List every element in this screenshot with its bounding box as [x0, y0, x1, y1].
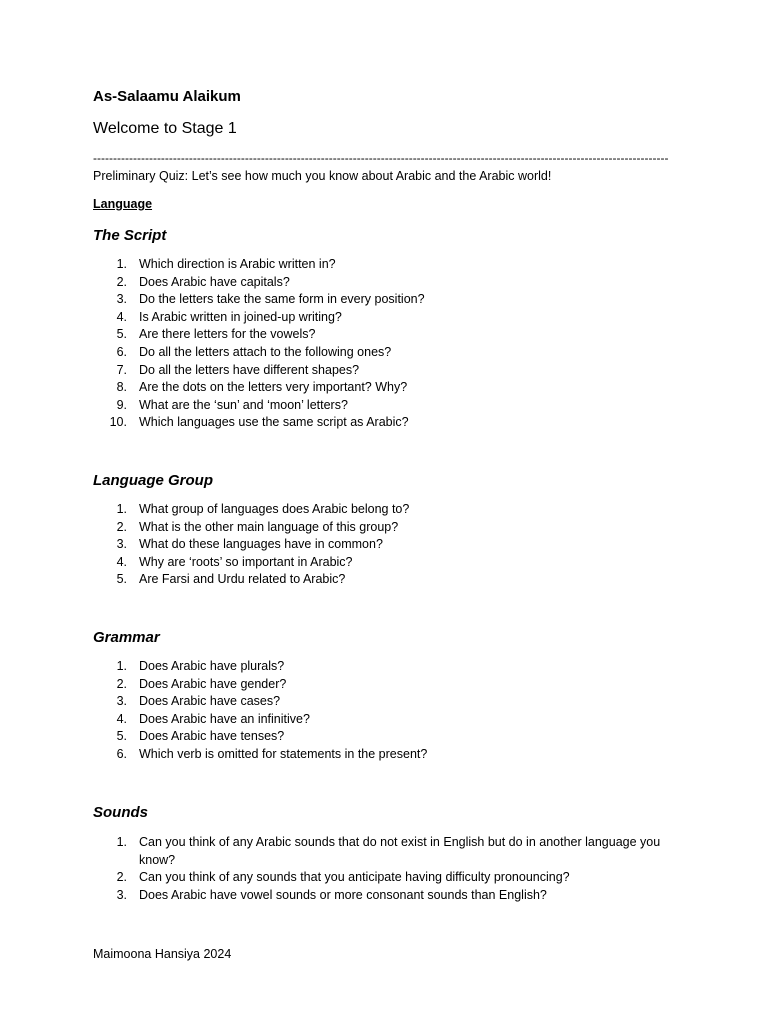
section-title-script: The Script [93, 227, 167, 244]
list-item: 5. Are Farsi and Urdu related to Arabic? [116, 572, 346, 587]
list-item: 1. What group of languages does Arabic belong to? [116, 502, 410, 516]
list-item: 4. Why are ‘roots’ so important in Arabic? [116, 554, 353, 569]
list-item: 9. What are the ‘sun’ and ‘moon’ letters? [116, 397, 348, 412]
section-title-sounds: Sounds [93, 804, 148, 821]
dashed-divider: ------------------------------------------------------------------------------------------------------------------------------------------------ [93, 152, 669, 164]
greeting-heading: As-Salaamu Alaikum [93, 88, 241, 105]
quiz-intro: Preliminary Quiz: Let’s see how much you know about Arabic and the Arabic world! [93, 169, 552, 183]
list-item: 3. Does Arabic have cases? [116, 694, 281, 709]
list-item: 6. Do all the letters attach to the following ones? [116, 344, 392, 359]
list-item: 10. Which languages use the same script as Arabic? [109, 415, 409, 430]
list-item: 1. Which direction is Arabic written in? [116, 257, 336, 271]
list-item: 5. Does Arabic have tenses? [116, 729, 285, 744]
list-item: 4. Is Arabic written in joined-up writing? [116, 309, 342, 324]
list-item: 2. Can you think of any sounds that you anticipate having difficulty pronouncing? [116, 870, 570, 885]
list-item: 3. Do the letters take the same form in every position? [116, 292, 425, 307]
list-item: 2. What is the other main language of this group? [116, 519, 399, 534]
list-item: 2. Does Arabic have capitals? [116, 274, 290, 289]
list-item: 4. Does Arabic have an infinitive? [116, 711, 310, 726]
section-title-language-group: Language Group [93, 472, 213, 489]
list-item: 1. Can you think of any Arabic sounds that do not exist in English but do in another language you know? [116, 835, 661, 867]
list-item: 5. Are there letters for the vowels? [116, 327, 316, 342]
question-list-grammar [93, 658, 673, 764]
list-item: 2. Does Arabic have gender? [116, 676, 287, 691]
list-item: 3. Does Arabic have vowel sounds or more consonant sounds than English? [116, 887, 547, 902]
document-page [93, 0, 693, 1024]
language-label: Language [93, 197, 153, 211]
section-title-grammar: Grammar [93, 629, 160, 646]
stage-title: Welcome to Stage 1 [93, 120, 237, 137]
footer-author: Maimoona Hansiya 2024 [93, 947, 232, 961]
list-item: 7. Do all the letters have different shapes? [116, 362, 360, 377]
question-list-script [93, 256, 673, 432]
question-list-language-group [93, 501, 673, 589]
list-item: 8. Are the dots on the letters very important? Why? [116, 380, 408, 395]
list-item: 1. Does Arabic have plurals? [116, 659, 285, 673]
list-item: 3. What do these languages have in common? [116, 537, 383, 552]
question-list-sounds [93, 834, 663, 904]
list-item: 6. Which verb is omitted for statements in the present? [116, 746, 428, 761]
